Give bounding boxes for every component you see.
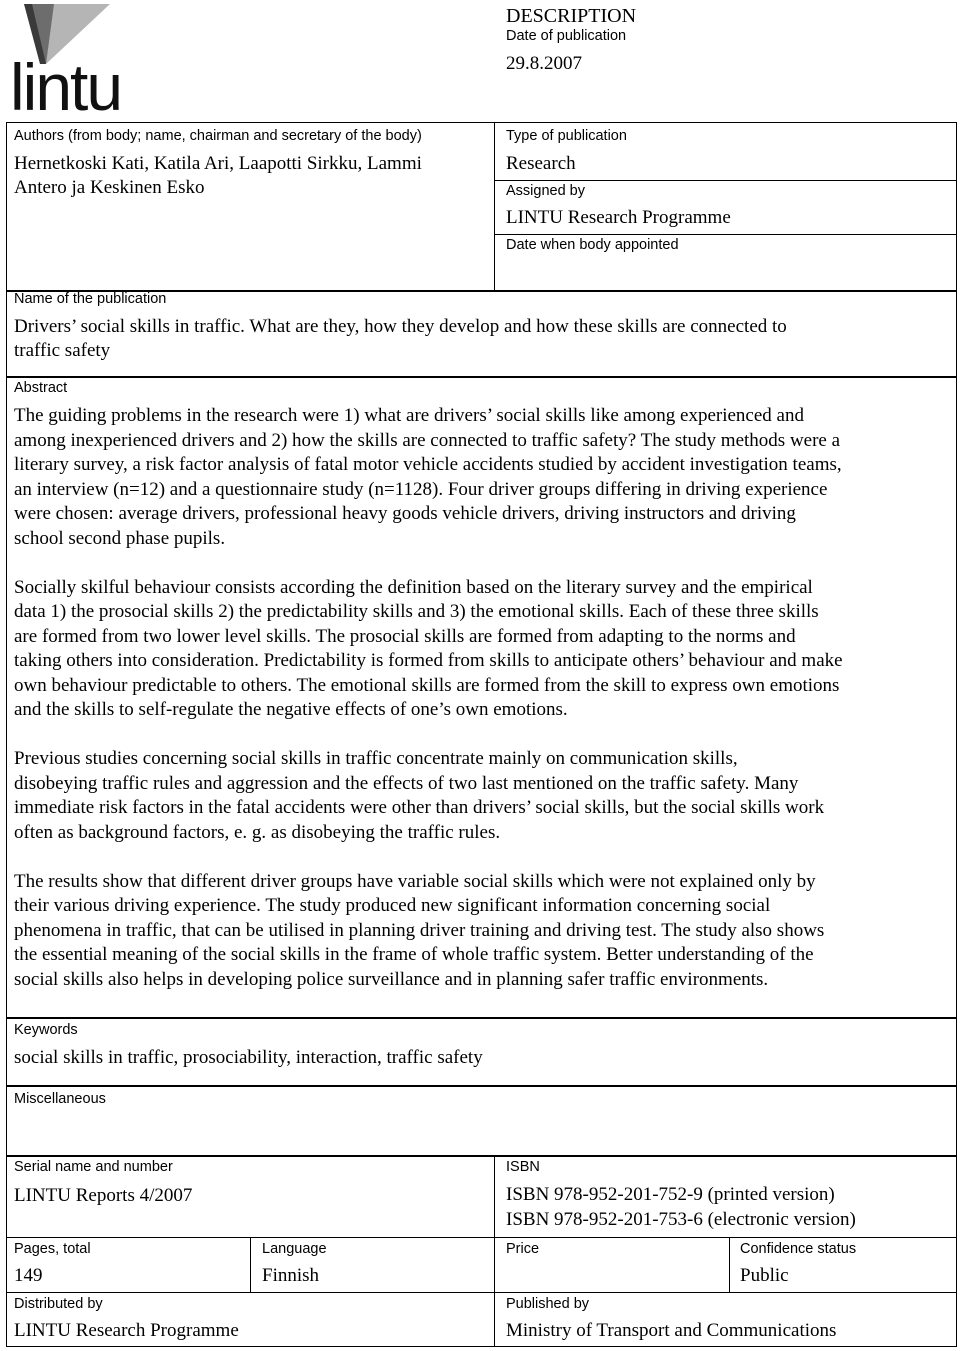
pages-value: 149: [14, 1265, 43, 1286]
published-label: Published by: [506, 1296, 590, 1312]
abstract-paragraph-1: [14, 404, 952, 551]
type-label: Type of publication: [506, 128, 627, 144]
published-value: Ministry of Transport and Communications: [506, 1320, 837, 1341]
divider: [494, 234, 957, 235]
authors-type-box: [6, 122, 957, 292]
appointed-label: Date when body appointed: [506, 237, 679, 253]
divider: [6, 1237, 957, 1238]
serial-value: LINTU Reports 4/2007: [14, 1185, 193, 1206]
isbn-line1: ISBN 978-952-201-752-9 (printed version): [506, 1184, 835, 1205]
page-title: DESCRIPTION: [506, 5, 637, 27]
abstract-line: Socially skilful behaviour consists according the definition based on the literary survey and the empirical: [14, 576, 813, 598]
abstract-line: phenomena in traffic, that can be utilised in planning driver training and driving test. The study also shows: [14, 919, 825, 941]
distributed-label: Distributed by: [14, 1296, 103, 1312]
keywords-label: Keywords: [14, 1022, 78, 1038]
abstract-label: Abstract: [14, 380, 68, 396]
abstract-body: [14, 404, 952, 1017]
abstract-line: own behaviour predictable to others. The emotional skills are formed from the skill to express own emotions: [14, 674, 840, 696]
abstract-line: often as background factors, e. g. as disobeying the traffic rules.: [14, 821, 501, 843]
abstract-line: school second phase pupils.: [14, 527, 226, 549]
divider: [494, 180, 957, 181]
abstract-line: and the skills to self-regulate the negative effects of one’s own emotions.: [14, 699, 568, 720]
divider: [494, 122, 495, 292]
authors-line1: Hernetkoski Kati, Katila Ari, Laapotti Sirkku, Lammi: [14, 153, 422, 174]
abstract-line: are formed from two lower level skills. The prosocial skills are formed from adapting to the norms and: [14, 625, 796, 647]
confidence-value: Public: [740, 1265, 789, 1286]
authors-line2: Antero ja Keskinen Esko: [14, 177, 205, 198]
lintu-logo: [10, 2, 160, 124]
divider: [250, 1237, 251, 1293]
divider: [494, 1155, 495, 1347]
abstract-line: social skills also helps in developing police surveillance and in planning safer traffic environments.: [14, 968, 769, 990]
serial-label: Serial name and number: [14, 1159, 173, 1175]
price-label: Price: [506, 1241, 540, 1257]
isbn-label: ISBN: [506, 1159, 540, 1175]
name-label: Name of the publication: [14, 291, 167, 307]
miscellaneous-label: Miscellaneous: [14, 1091, 106, 1107]
abstract-line: taking others into consideration. Predictability is formed from skills to anticipate others’ behaviour and make: [14, 650, 843, 671]
abstract-line: the essential meaning of the social skills in the frame of whole traffic system. Better understanding of the: [14, 944, 814, 965]
isbn-line2: ISBN 978-952-201-753-6 (electronic version): [506, 1209, 856, 1230]
abstract-line: immediate risk factors in the fatal accidents were other than drivers’ social skills, but the social skills work: [14, 797, 825, 818]
abstract-paragraph-3: [14, 747, 952, 845]
date-label: Date of publication: [506, 28, 627, 44]
language-label: Language: [262, 1241, 327, 1257]
keywords-value: social skills in traffic, prosociability, interaction, traffic safety: [14, 1047, 483, 1068]
abstract-paragraph-4: [14, 870, 952, 993]
abstract-line: data 1) the prosocial skills 2) the predictability skills and 3) the emotional skills. Each of these three skills: [14, 601, 819, 622]
miscellaneous-box: [6, 1085, 957, 1157]
abstract-line: Previous studies concerning social skills in traffic concentrate mainly on communication skills,: [14, 748, 738, 769]
abstract-line: The guiding problems in the research were 1) what are drivers’ social skills like among experienced and: [14, 405, 804, 426]
date-value: 29.8.2007: [506, 53, 582, 74]
abstract-line: an interview (n=12) and a questionnaire study (n=1128). Four driver groups differing in driving experience: [14, 478, 828, 500]
abstract-line: disobeying traffic rules and aggression and the effects of two last mentioned on the traffic safety. Many: [14, 772, 799, 794]
distributed-value: LINTU Research Programme: [14, 1320, 239, 1341]
type-value: Research: [506, 153, 576, 174]
divider: [729, 1237, 730, 1293]
abstract-line: literary survey, a risk factor analysis of fatal motor vehicle accidents studied by accident investigation teams,: [14, 454, 842, 475]
abstract-line: their various driving experience. The study produced new significant information concerning social: [14, 895, 771, 916]
abstract-paragraph-2: [14, 576, 952, 723]
abstract-line: The results show that different driver groups have variable social skills which were not explained only by: [14, 870, 816, 892]
assigned-label: Assigned by: [506, 183, 585, 199]
name-line2: traffic safety: [14, 340, 111, 361]
logo-text: lintu: [10, 50, 122, 124]
divider: [6, 1292, 957, 1293]
name-line1: Drivers’ social skills in traffic. What are they, how they develop and how these skills are connected to: [14, 316, 787, 337]
language-value: Finnish: [262, 1265, 320, 1286]
assigned-value: LINTU Research Programme: [506, 207, 731, 228]
pages-label: Pages, total: [14, 1241, 91, 1257]
authors-label: Authors (from body; name, chairman and secretary of the body): [14, 128, 422, 144]
abstract-line: among inexperienced drivers and 2) how the skills are connected to traffic safety? The study methods were a: [14, 429, 841, 451]
abstract-line: were chosen: average drivers, professional heavy goods vehicle drivers, driving instructors and driving: [14, 503, 796, 524]
confidence-label: Confidence status: [740, 1241, 857, 1257]
